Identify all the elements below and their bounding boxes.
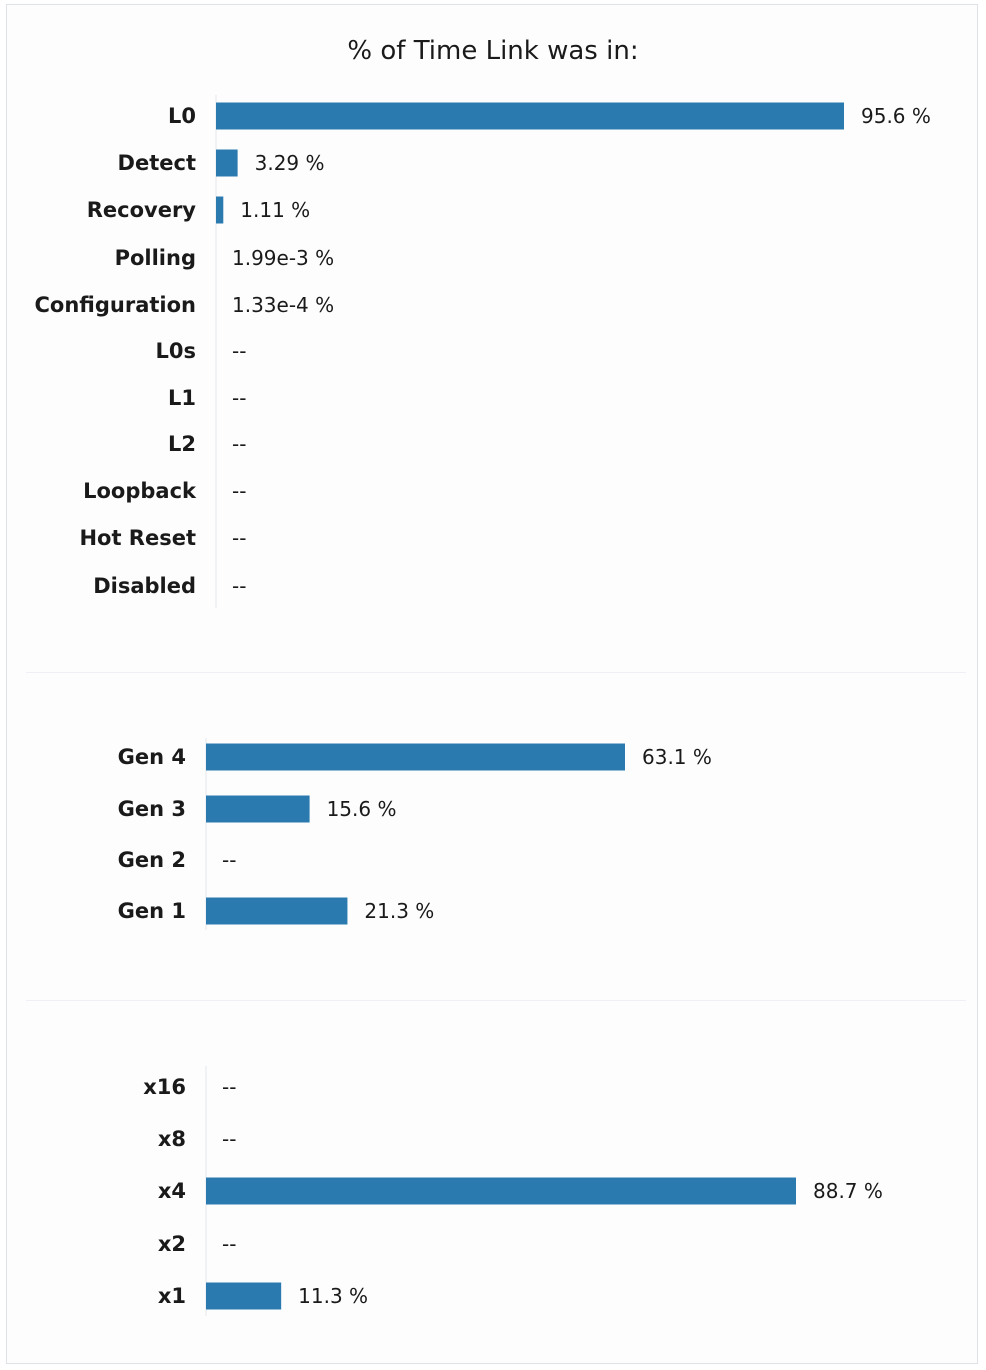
category-label: x16 (143, 1075, 186, 1099)
category-label: Disabled (93, 574, 196, 598)
category-label: L1 (168, 386, 196, 410)
category-label: Gen 1 (117, 899, 186, 923)
value-label: 1.33e-4 % (232, 293, 335, 317)
value-label: -- (232, 339, 247, 363)
value-label: 88.7 % (813, 1179, 883, 1203)
category-label: Loopback (83, 479, 196, 503)
category-label: Recovery (86, 198, 196, 222)
category-label: x1 (157, 1284, 186, 1308)
category-label: L0 (168, 104, 196, 128)
value-label: 1.99e-3 % (232, 246, 335, 270)
value-label: 15.6 % (326, 797, 397, 821)
bar (206, 744, 625, 771)
category-label: x4 (157, 1179, 186, 1203)
category-label: L0s (155, 339, 196, 363)
chart-title: % of Time Link was in: (347, 36, 639, 66)
value-label: -- (232, 479, 247, 503)
category-label: Polling (114, 246, 196, 270)
value-label: -- (232, 574, 247, 598)
category-label: x8 (157, 1127, 186, 1151)
bar (206, 796, 310, 823)
value-label: -- (222, 848, 237, 872)
category-label: Gen 4 (117, 745, 186, 769)
category-label: x2 (157, 1232, 186, 1256)
category-label: Hot Reset (79, 526, 196, 550)
bar (206, 1178, 796, 1205)
category-label: Gen 2 (117, 848, 186, 872)
value-label: 63.1 % (642, 745, 712, 769)
value-label: -- (232, 386, 247, 410)
bar (206, 898, 347, 925)
category-label: L2 (168, 432, 196, 456)
value-label: 21.3 % (364, 899, 435, 923)
value-label: 1.11 % (240, 198, 311, 222)
value-label: -- (222, 1075, 237, 1099)
value-label: 95.6 % (861, 104, 931, 128)
category-label: Detect (117, 151, 196, 175)
bar (216, 103, 844, 130)
value-label: 11.3 % (298, 1284, 369, 1308)
value-label: -- (232, 526, 247, 550)
bar (206, 1283, 281, 1310)
value-label: -- (232, 432, 247, 456)
value-label: -- (222, 1232, 237, 1256)
value-label: 3.29 % (254, 151, 325, 175)
category-label: Gen 3 (117, 797, 186, 821)
value-label: -- (222, 1127, 237, 1151)
category-label: Configuration (34, 293, 196, 317)
bar (216, 150, 238, 177)
bar (216, 197, 223, 224)
